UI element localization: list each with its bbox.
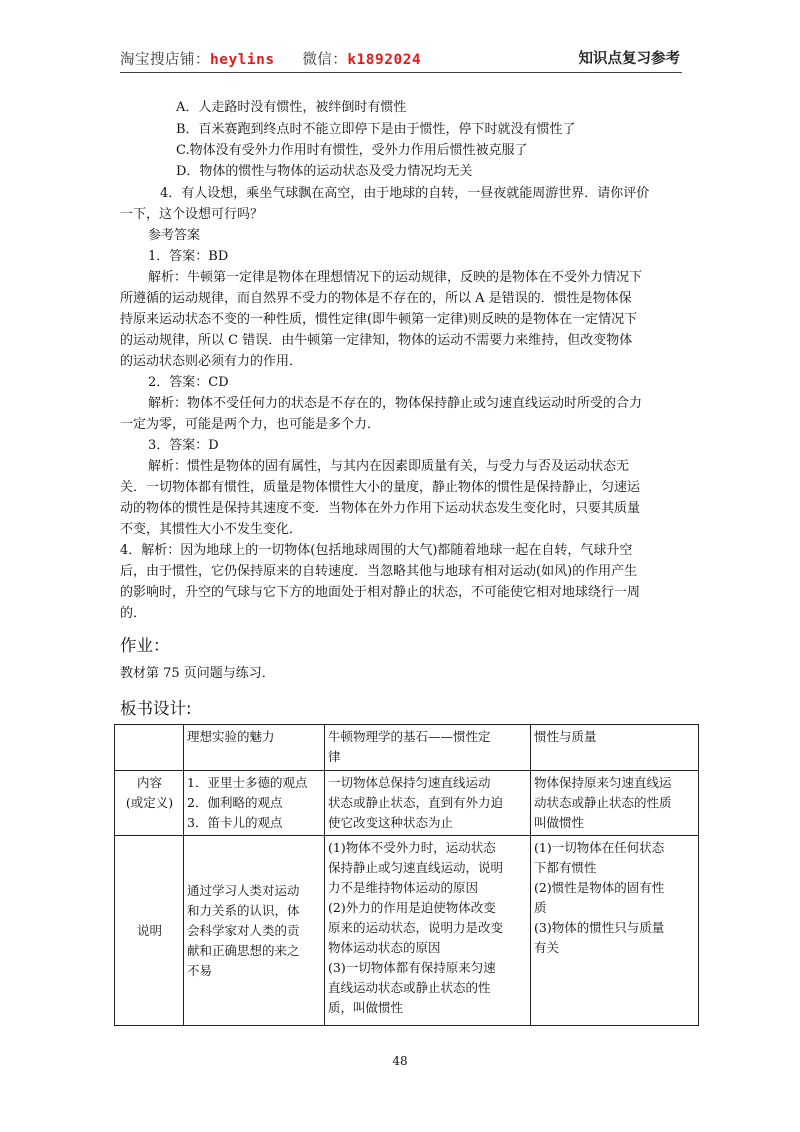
shop-info [120,48,421,69]
question-4-cont: 一下，这个设想可行吗？ [120,207,264,222]
table-header-row [115,725,699,771]
empty-corner-cell [115,725,184,771]
row-label-explanation: 说明 [115,836,184,1026]
analysis-1-line2: 所遵循的运动规律，而自然界不受力的物体是不存在的，所以 A 是错误的．惯性是物体保 [120,291,632,306]
analysis-1: 解析：牛顿第一定律是物体在理想情况下的运动规律，反映的是物体在不受外力情况下 [148,270,643,285]
question-4: 4．有人设想，乘坐气球飘在高空，由于地球的自转，一昼夜就能周游世界．请你评价 [160,186,650,201]
cell-inertia-explanation: (1)一切物体在任何状态 下都有惯性 (2)惯性是物体的固有性 质 (3)物体的惯性只与质量 有关 [531,836,699,1026]
option-b: B．百米赛跑到终点时不能立即停下是由于惯性，停下时就没有惯性了 [176,122,576,137]
header-cell-ideal-experiment: 理想实验的魅力 [184,725,325,771]
header-cell-inertia-mass: 惯性与质量 [531,725,699,771]
cell-learning-note: 通过学习人类对运动 和力关系的认识，体 会科学家对人类的贡 献和正确思想的来之 不易 [184,836,325,1026]
analysis-1-line3: 持原来运动状态不变的一种性质，惯性定律(即牛顿第一定律)则反映的是物体在一定情况下 [120,312,638,327]
answer-2: 2．答案：CD [148,375,229,390]
option-c: C.物体没有受外力作用时有惯性，受外力作用后惯性被克服了 [176,143,528,158]
wechat-id: k1892024 [347,52,422,68]
cell-inertia-definition: 物体保持原来匀速直线运 动状态或静止状态的性质 叫做惯性 [531,771,699,836]
page-number: 48 [392,1054,408,1068]
answers-heading: 参考答案 [148,228,201,243]
analysis-3-line3: 动的物体的惯性是保持其速度不变．当物体在外力作用下运动状态发生变化时，只要其质量 [120,501,641,516]
shop-name: heylins [210,52,275,68]
row-label-content: 内容 (或定义) [115,771,184,836]
answer-3: 3．答案：D [148,438,219,453]
page-header [120,44,682,73]
table-row-content [115,771,699,836]
option-d: D．物体的惯性与物体的运动状态及受力情况均无关 [176,164,473,179]
analysis-4-line4: 的． [120,606,147,621]
analysis-4: 4．解析：因为地球上的一切物体(包括地球周围的大气)都随着地球一起在自转，气球升空 [120,543,633,558]
analysis-3-line4: 不变，其惯性大小不发生变化． [120,522,303,537]
analysis-3-line2: 关．一切物体都有惯性，质量是物体惯性大小的量度，静止物体的惯性是保持静止，匀速运 [120,480,641,495]
cell-first-law: 一切物体总保持匀速直线运动 状态或静止状态，直到有外力迫 使它改变这种状态为止 [325,771,531,836]
homework-heading: 作业： [120,636,170,655]
shop-label: 淘宝搜店铺： [120,52,210,68]
analysis-1-line4: 的运动规律，所以 C 错误．由牛顿第一定律知，物体的运动不需要力来维持，但改变物体 [120,333,633,348]
option-a: A．人走路时没有惯性，被绊倒时有惯性 [176,100,407,115]
homework-text: 教材第 75 页问题与练习． [120,666,275,681]
analysis-2: 解析：物体不受任何力的状态是不存在的，物体保持静止或匀速直线运动时所受的合力 [148,396,643,411]
analysis-4-line3: 的影响时，升空的气球与它下方的地面处于相对静止的状态，不可能使它相对地球绕行一周 [120,585,641,600]
analysis-3: 解析：惯性是物体的固有属性，与其内在因素即质量有关，与受力与否及运动状态无 [148,459,630,474]
cell-law-explanation: (1)物体不受外力时，运动状态 保持静止或匀速直线运动，说明 力不是维持物体运动的原因 (2)外力的作用是迫使物体改变 原来的运动状态，说明力是改变 物体运动状态的原因 (3)一切物体都有保持原来匀速 直线运动状态或静止状态的性 质，叫做惯性 [325,836,531,1026]
table-row-explanation [115,836,699,1026]
header-cell-inertia-law: 牛顿物理学的基石——惯性定 律 [325,725,531,771]
wechat-label: 微信： [302,52,348,68]
board-design-heading: 板书设计: [120,699,192,718]
analysis-2-line2: 一定为零，可能是两个力，也可能是多个力． [120,417,381,432]
header-title: 知识点复习参考 [578,51,680,67]
answer-1: 1．答案：BD [148,249,229,264]
analysis-1-line5: 的运动状态则必须有力的作用． [120,354,303,369]
analysis-4-line2: 后，由于惯性，它仍保持原来的自转速度．当忽略其他与地球有相对运动(如风)的作用产生 [120,564,638,579]
board-design-table [114,724,699,1026]
cell-viewpoints: 1．亚里士多德的观点 2．伽利略的观点 3．笛卡儿的观点 [184,771,325,836]
